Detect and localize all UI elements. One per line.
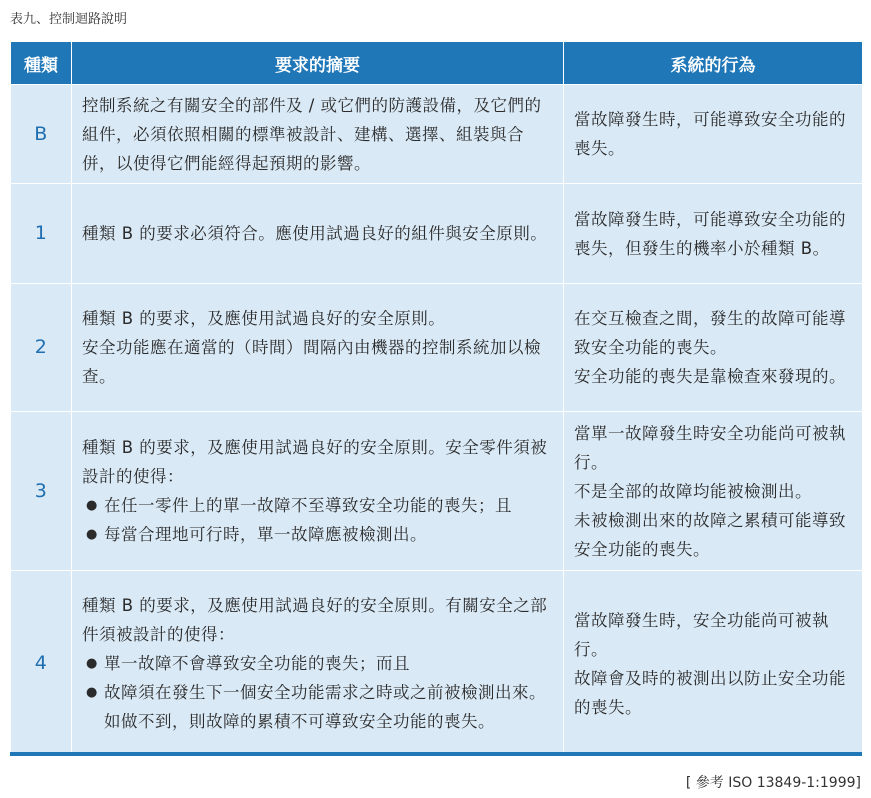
- behavior-text: 在交互檢查之間，發生的故障可能導致安全功能的喪失。: [574, 309, 846, 357]
- header-row: [11, 42, 863, 85]
- requirement-bullet-list: [82, 649, 553, 736]
- category-cell: 3: [11, 412, 72, 571]
- table-row: [11, 184, 863, 284]
- reference-note: [ 參考 ISO 13849-1:1999]: [685, 775, 861, 791]
- behavior-cell: [564, 85, 863, 184]
- requirement-text: 種類 B 的要求，及應使用試過良好的安全原則。: [82, 309, 446, 328]
- behavior-text: 當單一故障發生時安全功能尚可被執行。: [574, 423, 846, 472]
- behavior-text: 當故障發生時，可能導致安全功能的喪失，但發生的機率小於種類 B。: [574, 209, 846, 258]
- behavior-text: 不是全部的故障均能被檢測出。: [574, 481, 812, 501]
- table-row: [11, 85, 863, 184]
- table-caption: 表九、控制迴路說明: [10, 12, 128, 27]
- behavior-cell: [564, 571, 863, 757]
- behavior-text: 未被檢測出來的故障之累積可能導致安全功能的喪失。: [574, 510, 846, 559]
- table-row: [11, 284, 863, 412]
- requirement-bullet: ● 單一故障不會導致安全功能的喪失；而且: [82, 649, 553, 678]
- requirement-text: 控制系統之有關安全的部件及 / 或它們的防護設備，及它們的組件，必須依照相關的標準被設計、建構、選擇、組裝與合併，以使得它們能經得起預期的影響。: [82, 95, 542, 173]
- behavior-text: 安全功能的喪失是靠檢查來發現的。: [574, 367, 846, 386]
- behavior-text: 故障會及時的被測出以防止安全功能的喪失。: [574, 668, 846, 717]
- behavior-cell: [564, 284, 863, 412]
- table-row: [11, 571, 863, 757]
- table-row: [11, 412, 863, 571]
- requirement-cell: [72, 284, 564, 412]
- header-requirement: 要求的摘要: [72, 42, 564, 85]
- requirement-bullet: ● 故障須在發生下一個安全功能需求之時或之前被檢測出來。如做不到，則故障的累積不可導致安全功能的喪失。: [82, 678, 553, 736]
- category-cell: B: [11, 85, 72, 184]
- behavior-cell: [564, 184, 863, 284]
- requirement-cell: [72, 184, 564, 284]
- requirement-cell: [72, 85, 564, 184]
- requirement-bullet-list: [82, 491, 553, 549]
- control-loop-table: [10, 41, 863, 757]
- behavior-cell: [564, 412, 863, 571]
- requirement-text: 種類 B 的要求，及應使用試過良好的安全原則。有關安全之部件須被設計的使得：: [82, 596, 548, 644]
- behavior-text: 當故障發生時，可能導致安全功能的喪失。: [574, 110, 846, 158]
- behavior-text: 當故障發生時，安全功能尚可被執行。: [574, 610, 829, 659]
- category-cell: 1: [11, 184, 72, 284]
- requirement-text: 種類 B 的要求必須符合。應使用試過良好的組件與安全原則。: [82, 224, 548, 243]
- requirement-bullet: ● 每當合理地可行時，單一故障應被檢測出。: [82, 520, 553, 549]
- requirement-text: 種類 B 的要求，及應使用試過良好的安全原則。安全零件須被設計的使得：: [82, 438, 548, 486]
- table-bottom-rule: [10, 752, 862, 756]
- table-body: [11, 85, 863, 757]
- requirement-bullet: ● 在任一零件上的單一故障不至導致安全功能的喪失；且: [82, 491, 553, 520]
- requirement-cell: [72, 412, 564, 571]
- category-cell: 2: [11, 284, 72, 412]
- header-behavior: 系統的行為: [564, 42, 863, 85]
- header-category: 種類: [11, 42, 72, 85]
- category-cell: 4: [11, 571, 72, 757]
- requirement-text: 安全功能應在適當的（時間）間隔內由機器的控制系統加以檢查。: [82, 338, 541, 386]
- requirement-cell: [72, 571, 564, 757]
